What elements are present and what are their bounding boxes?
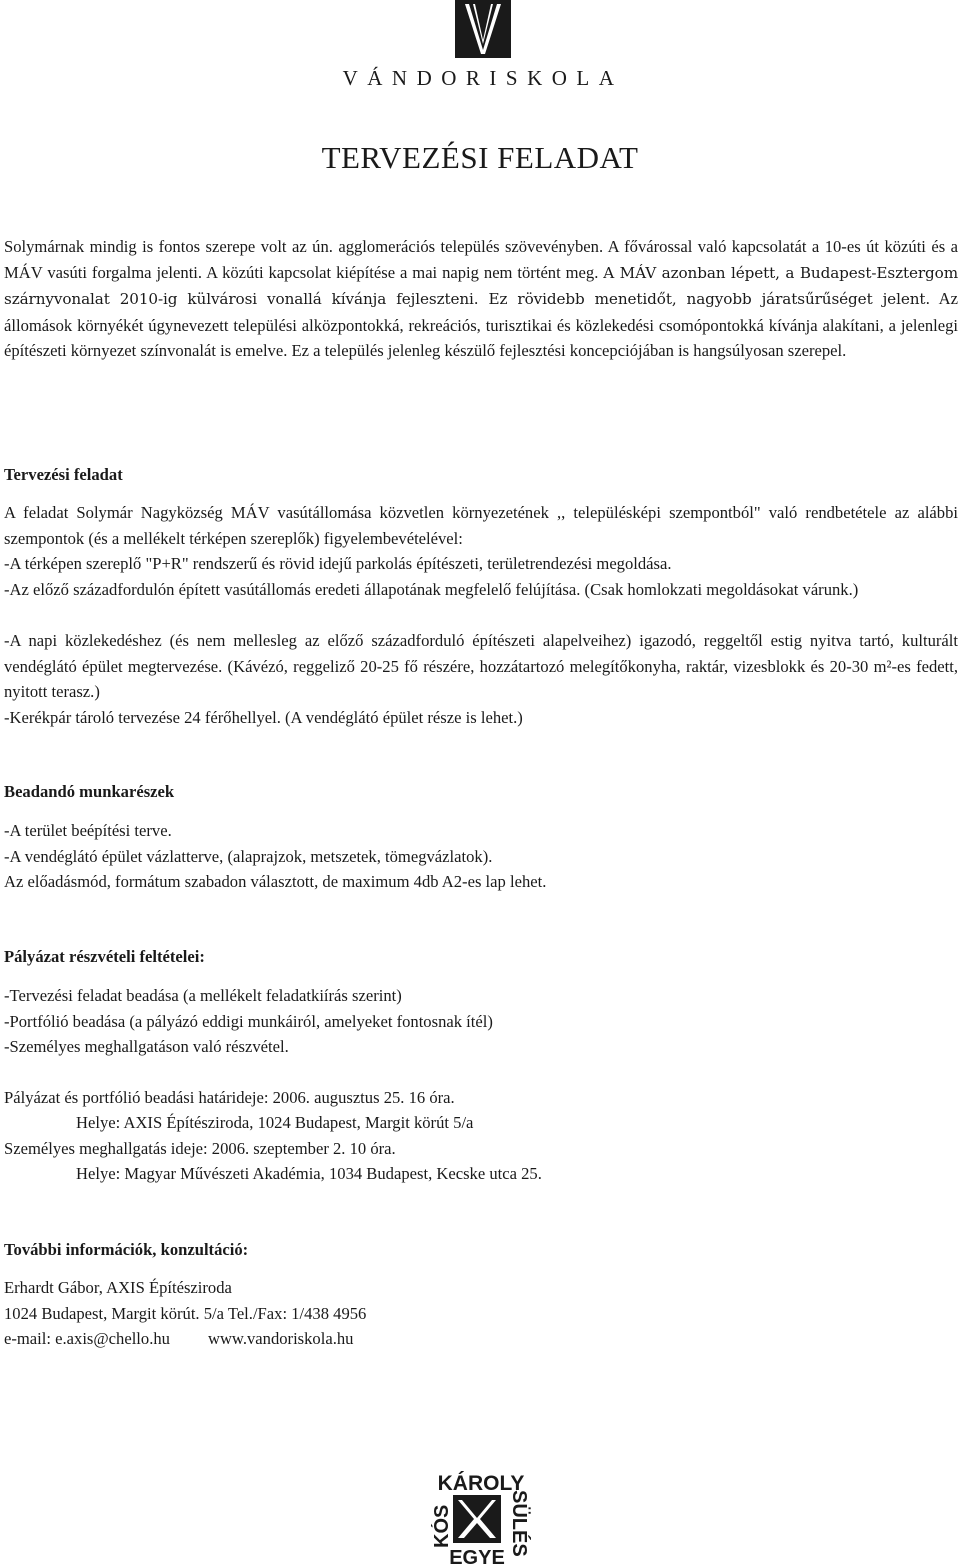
intro-part-1: Solymárnak mindig is fontos szerepe volt az ún. agglomerációs település szövevényben. A fővárossal való kapcsolatát a 10-es út közúti és a MÁV vasúti forgalma jelenti. A közúti kapcsolat kiépítése a mai napig nem történt meg. xyxy=(4,237,958,282)
submission-place: Helye: AXIS Építésziroda, 1024 Budapest, Margit körút 5/a xyxy=(76,1113,474,1132)
deliverables-heading: Beadandó munkarészek xyxy=(4,782,175,801)
task-line: -Az előző századfordulón épített vasútállomás eredeti állapotának megfelelő felújítása. (Csak homlokzati megoldásokat várunk.) xyxy=(4,580,859,599)
task-heading: Tervezési feladat xyxy=(4,465,123,484)
deliverable-item: Az előadásmód, formátum szabadon választott, de maximum 4db A2-es lap lehet. xyxy=(4,872,547,891)
deliverable-item: -A vendéglátó épület vázlatterve, (alaprajzok, metszetek, tömegvázlatok). xyxy=(4,847,493,866)
deliverable-item: -A terület beépítési terve. xyxy=(4,821,172,840)
kos-karoly-egyesules-logo-icon xyxy=(431,1470,531,1566)
contact-links xyxy=(4,1326,958,1352)
contact-email[interactable]: e-mail: e.axis@chello.hu xyxy=(4,1329,170,1348)
task-line: -A napi közlekedéshez (és nem mellesleg az előző századforduló építészeti alapelveihez) igazodó, reggeltől estig nyitva tartó, kulturált vendéglátó épület megtervezése. (Kávézó, reggeliző 20-25 fő részére, hozzátartozó melegítőkonyha, raktár, vizesblokk és 20-30 m²-es fedett, nyitott terasz.) xyxy=(4,631,958,702)
contact-website[interactable]: www.vandoriskola.hu xyxy=(207,1329,354,1348)
intro-part-3: Az állomások környékét úgynevezett települési alközpontokká, rekreációs, turisztikai és közlekedési csomópontokká kívánja alakítani, a jelenlegi építészeti környezet színvonalát is emelve. Ez a település jelenleg készülő fejlesztési koncepciójában is hangsúlyosan szerepel. xyxy=(4,289,958,361)
page-title: TERVEZÉSI FELADAT xyxy=(321,140,639,175)
hearing-date: Személyes meghallgatás ideje: 2006. szeptember 2. 10 óra. xyxy=(4,1139,396,1158)
condition-item: -Személyes meghallgatáson való részvétel. xyxy=(4,1037,289,1056)
logo-text-right: SÜLÉS xyxy=(508,1490,530,1557)
contact-heading: További információk, konzultáció: xyxy=(4,1240,249,1259)
contact-address: 1024 Budapest, Margit körút. 5/a Tel./Fax: 1/438 4956 xyxy=(4,1304,367,1323)
task-line: A feladat Solymár Nagyközség MÁV vasútállomása közvetlen környezetének ,, településképi szempontból" való rendbetétele az alábbi szempontok (és a mellékelt térképen szereplők) figyelembevételével: xyxy=(4,503,958,548)
header-logo xyxy=(0,0,960,100)
task-line: -Kerékpár tároló tervezése 24 férőhellyel. (A vendéglátó épület része is lehet.) xyxy=(4,708,523,727)
contact-name: Erhardt Gábor, AXIS Építésziroda xyxy=(4,1278,232,1297)
intro-part-2: A MÁV azonban lépett, a Budapest-Esztergom szárnyvonalat 2010-ig külvárosi vonallá kívánja fejleszteni. Ez rövidebb menetidőt, nagyobb járatsűrűséget jelent. xyxy=(4,263,958,309)
condition-item: -Portfólió beadása (a pályázó eddigi munkáiról, amelyeket fontosnak ítél) xyxy=(4,1012,493,1031)
submission-deadline: Pályázat és portfólió beadási határideje: 2006. augusztus 25. 16 óra. xyxy=(4,1088,455,1107)
logo-text-left: KÓS xyxy=(431,1504,453,1548)
task-line: -A térképen szereplő "P+R" rendszerű és rövid idejű parkolás építészeti, területrendezési megoldása. xyxy=(4,554,672,573)
logo-text-bottom: EGYE xyxy=(449,1547,505,1566)
condition-item: -Tervezési feladat beadása (a mellékelt feladatkiírás szerint) xyxy=(4,986,402,1005)
vandoriskola-logo-icon xyxy=(455,0,511,58)
conditions-heading: Pályázat részvételi feltételei: xyxy=(4,947,205,966)
brand-name: VÁNDORISKOLA xyxy=(342,66,624,90)
intro-paragraph xyxy=(4,234,958,364)
hearing-place: Helye: Magyar Művészeti Akadémia, 1034 Budapest, Kecske utca 25. xyxy=(76,1164,542,1183)
logo-text-top: KÁROLY xyxy=(437,1472,525,1495)
